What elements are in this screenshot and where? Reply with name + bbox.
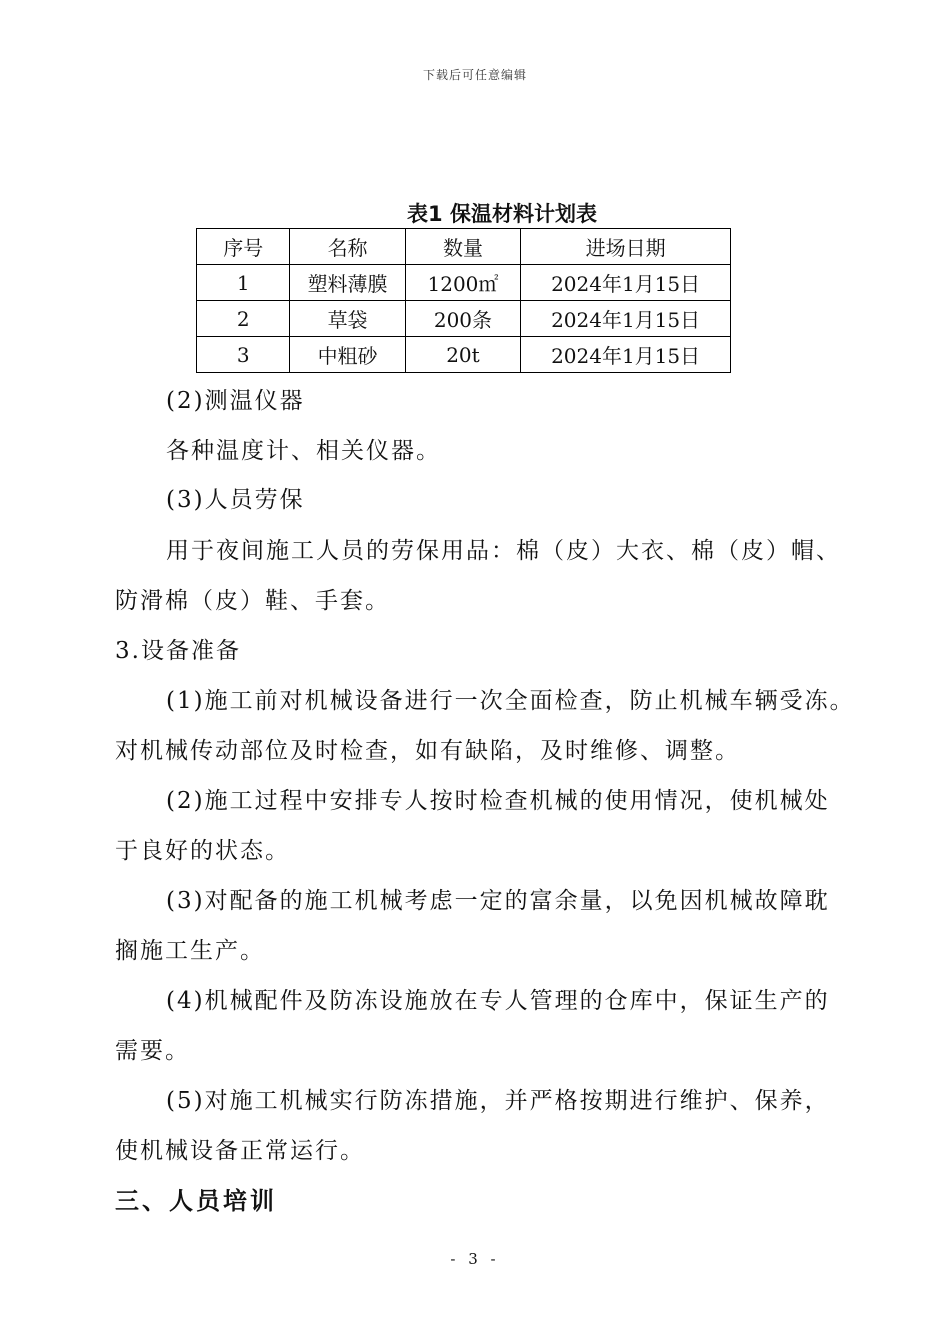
table-cell: 200条 bbox=[405, 301, 521, 337]
table-cell: 塑料薄膜 bbox=[290, 265, 405, 301]
table-cell: 2024年1月15日 bbox=[521, 337, 731, 373]
paragraph-line: (3)对配备的施工机械考虑一定的富余量，以免因机械故障耽 bbox=[166, 888, 830, 914]
table-caption: 表1 保温材料计划表 bbox=[407, 202, 597, 226]
paragraph-line: 搁施工生产。 bbox=[115, 938, 265, 964]
section-title: 三、人员培训 bbox=[115, 1187, 277, 1215]
paragraph-line: 使机械设备正常运行。 bbox=[115, 1138, 365, 1164]
paragraph-line: 防滑棉（皮）鞋、手套。 bbox=[115, 588, 390, 614]
material-plan-table bbox=[196, 228, 731, 373]
table-header-row bbox=[197, 229, 731, 265]
subheading-equipment: 3.设备准备 bbox=[115, 638, 241, 664]
header-cell-quantity: 数量 bbox=[405, 229, 521, 265]
table-cell: 中粗砂 bbox=[290, 337, 405, 373]
paragraph-line: 于良好的状态。 bbox=[115, 838, 290, 864]
paragraph-line: (4)机械配件及防冻设施放在专人管理的仓库中，保证生产的 bbox=[166, 988, 830, 1014]
paragraph-line: (2)施工过程中安排专人按时检查机械的使用情况，使机械处 bbox=[166, 788, 830, 814]
table-cell: 3 bbox=[197, 337, 290, 373]
paragraph-line: 对机械传动部位及时检查，如有缺陷，及时维修、调整。 bbox=[115, 738, 740, 764]
table-row bbox=[197, 301, 731, 337]
table-cell: 20t bbox=[405, 337, 521, 373]
subheading-labor-protection: (3)人员劳保 bbox=[166, 487, 305, 513]
paragraph-line: (1)施工前对机械设备进行一次全面检查，防止机械车辆受冻。 bbox=[166, 688, 855, 714]
subheading-thermometer: (2)测温仪器 bbox=[166, 388, 305, 414]
header-cell-date: 进场日期 bbox=[521, 229, 731, 265]
table-cell: 2024年1月15日 bbox=[521, 265, 731, 301]
header-note: 下载后可任意编辑 bbox=[422, 68, 527, 82]
table-cell: 2 bbox=[197, 301, 290, 337]
paragraph-line: 各种温度计、相关仪器。 bbox=[166, 438, 441, 464]
paragraph-line: 用于夜间施工人员的劳保用品：棉（皮）大衣、棉（皮）帽、 bbox=[166, 538, 841, 564]
table-row bbox=[197, 337, 731, 373]
table-cell: 1 bbox=[197, 265, 290, 301]
table-cell: 草袋 bbox=[290, 301, 405, 337]
paragraph-line: 需要。 bbox=[115, 1038, 190, 1064]
header-cell-index: 序号 bbox=[197, 229, 290, 265]
page-number: - 3 - bbox=[450, 1250, 500, 1268]
table-cell: 1200㎡ bbox=[405, 265, 521, 301]
table-cell: 2024年1月15日 bbox=[521, 301, 731, 337]
paragraph-line: (5)对施工机械实行防冻措施，并严格按期进行维护、保养， bbox=[166, 1088, 830, 1114]
table-row bbox=[197, 265, 731, 301]
header-cell-name: 名称 bbox=[290, 229, 405, 265]
